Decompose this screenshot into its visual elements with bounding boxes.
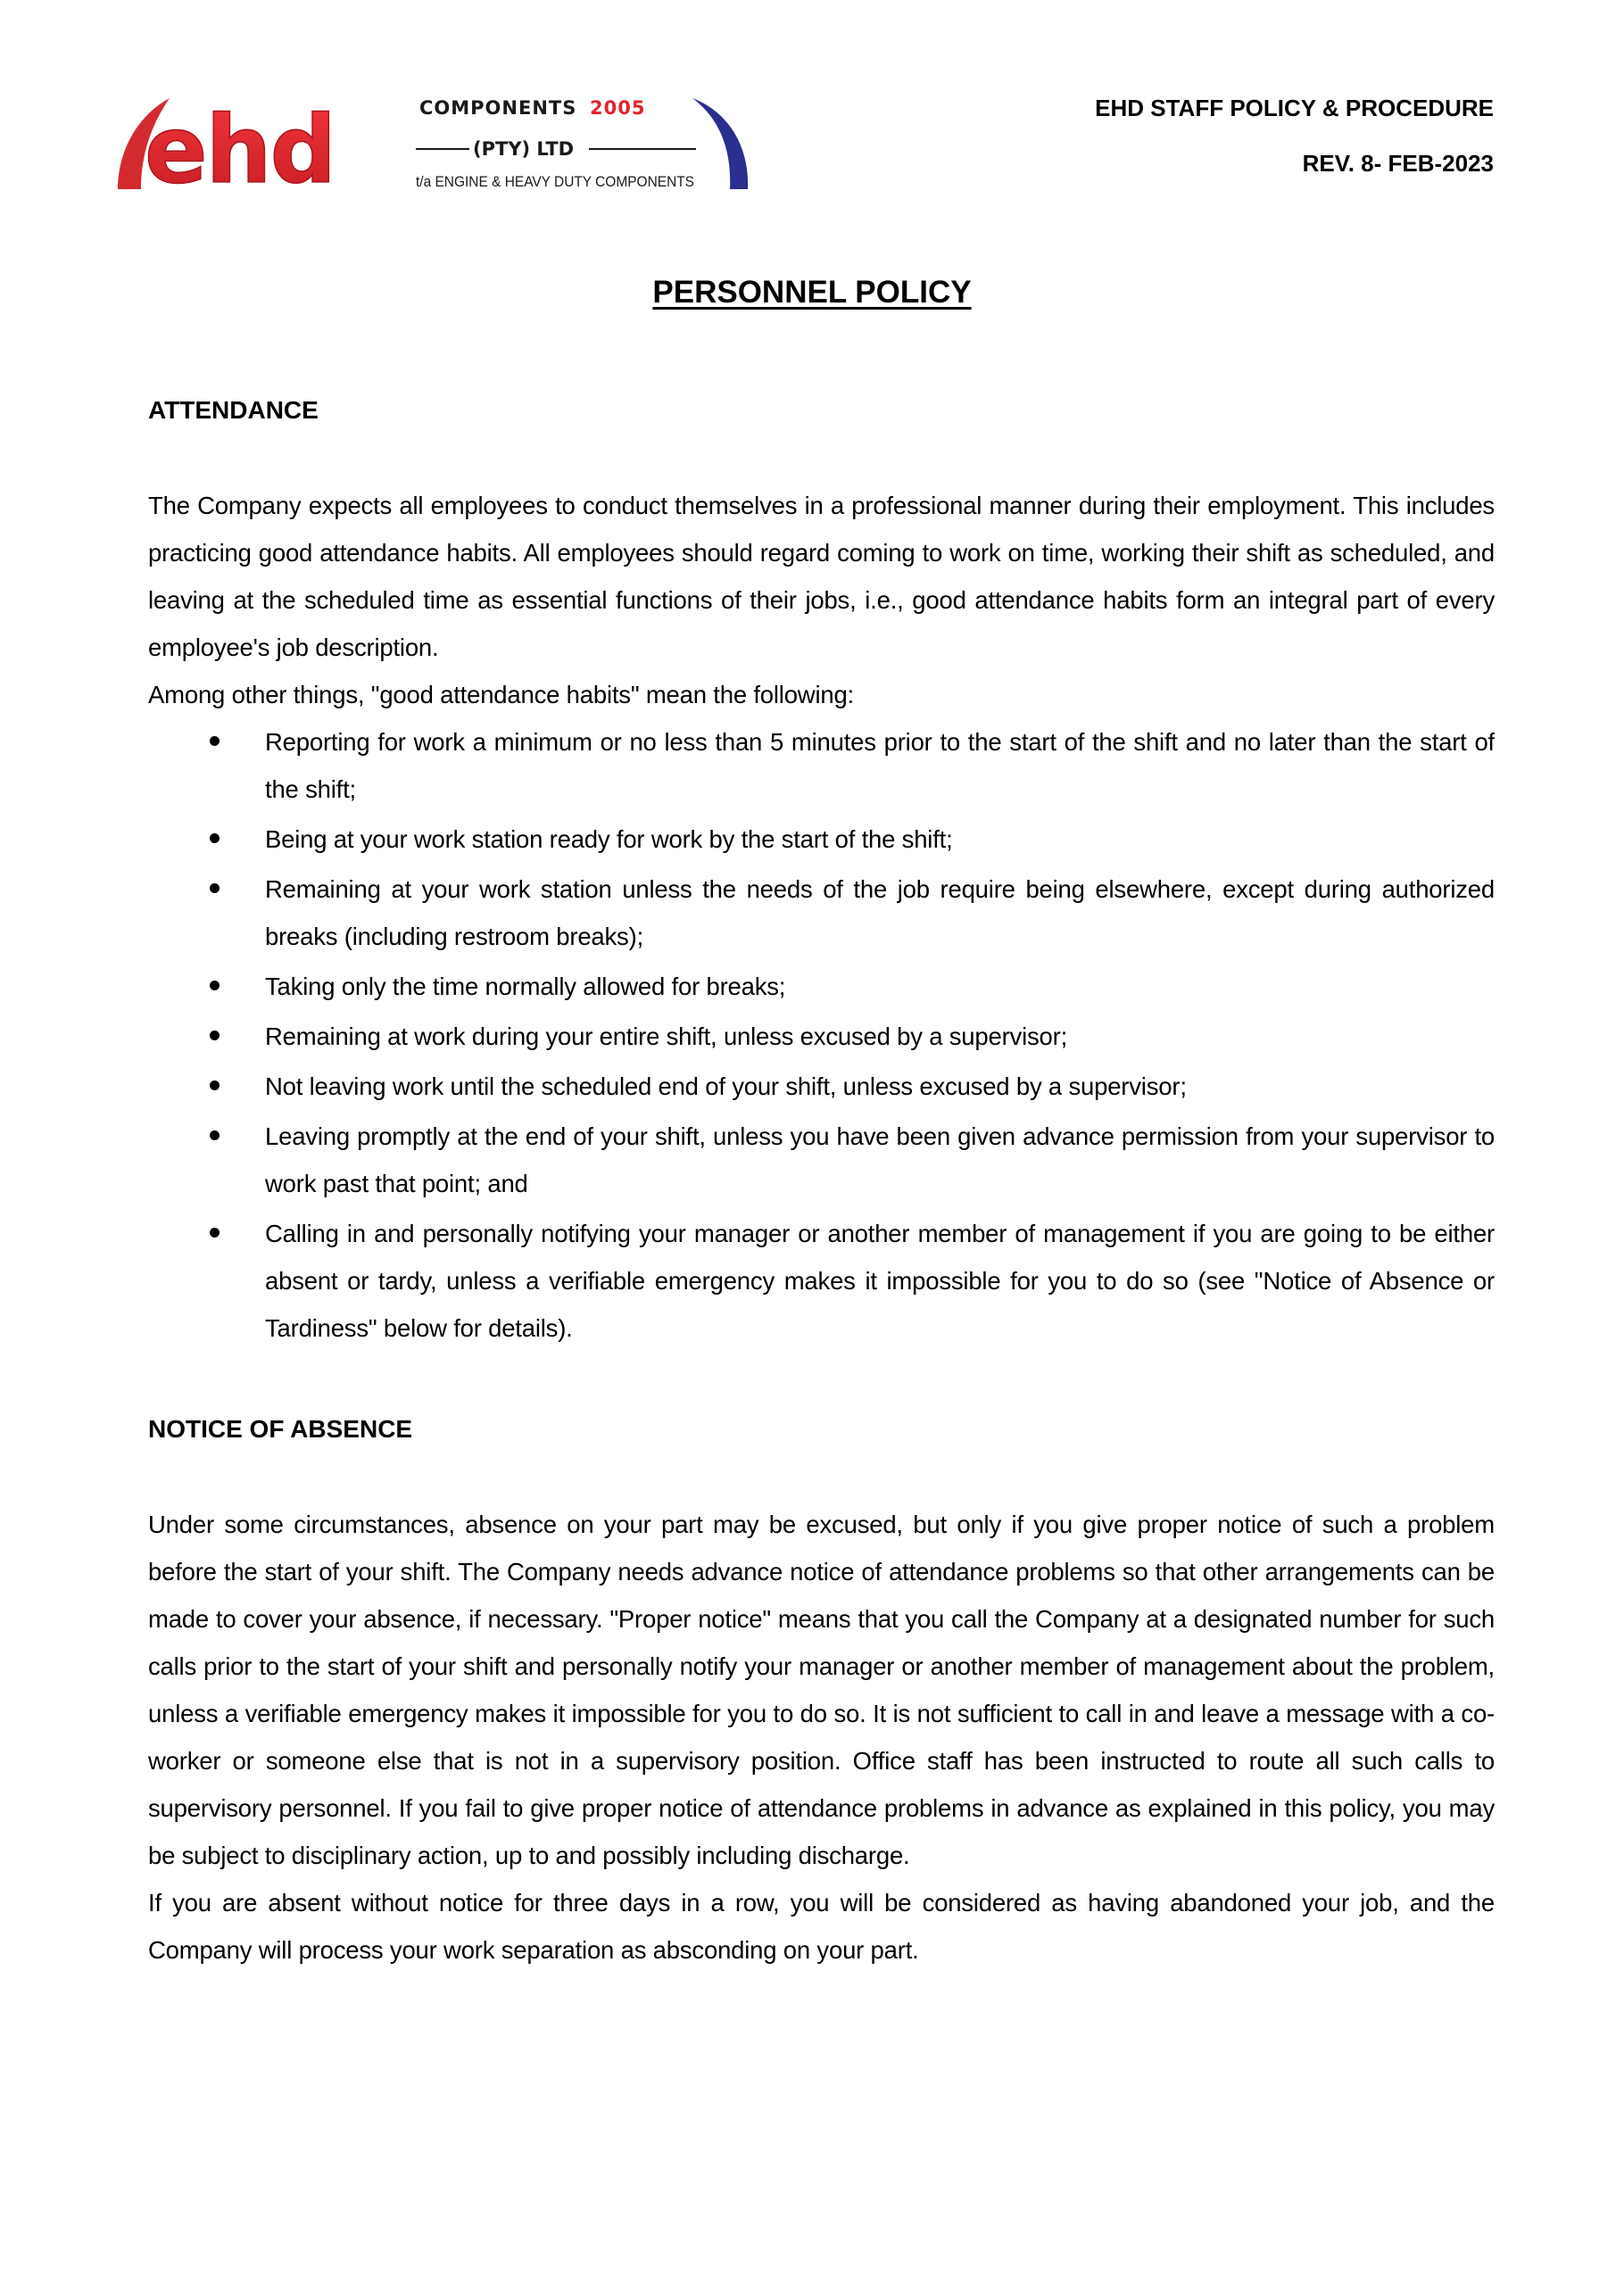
notice-paragraph: Under some circumstances, absence on your part may be excused, but only if you give proper notice of such a problem before the start of your shift. The Company needs advance notice of attendance problems so that other arrangements can be made to cover your absence, if necessary. "Proper notice" means that you call the Company at a designated number for such calls prior to the start of your shift and personally notify your manager or another member of management about the problem, unless a verifiable emergency makes it impossible for you to do so. It is not sufficient to call in and leave a message with a co-worker or someone else that is not in a supervisory position. Office staff has been instructed to route all such calls to supervisory personnel. If you fail to give proper notice of attendance problems in advance as explained in this policy, you may be subject to disciplinary action, up to and possibly including discharge. bbox=[148, 1511, 1495, 1869]
bullet-icon bbox=[210, 833, 220, 843]
section-heading: NOTICE OF ABSENCE bbox=[148, 1415, 413, 1443]
logo-company-text: COMPONENTS bbox=[419, 97, 577, 119]
attendance-bullet-list bbox=[148, 718, 1495, 1352]
section-attendance bbox=[148, 396, 1495, 425]
company-logo bbox=[114, 93, 757, 193]
list-item: Leaving promptly at the end of your shift, unless you have been given advance permission from your supervisor to work past that point; and bbox=[148, 1113, 1495, 1207]
list-item: Not leaving work until the scheduled end of your shift, unless excused by a supervisor; bbox=[148, 1063, 1495, 1110]
bullet-icon bbox=[210, 981, 220, 990]
logo-mark-text: ehd bbox=[145, 95, 336, 193]
list-item: Reporting for work a minimum or no less than 5 minutes prior to the start of the shift and no later than the start of the shift; bbox=[148, 718, 1495, 813]
revision-label: REV. 8- FEB-2023 bbox=[1302, 150, 1494, 177]
attendance-body bbox=[148, 482, 1495, 1354]
list-item: Being at your work station ready for work by the start of the shift; bbox=[148, 815, 1495, 863]
bullet-icon bbox=[210, 883, 220, 893]
section-notice-of-absence bbox=[148, 1415, 1495, 1444]
right-swoosh-icon bbox=[692, 98, 748, 189]
notice-closing: If you are absent without notice for three days in a row, you will be considered as having abandoned your job, and the Company will process your work separation as absconding on your part. bbox=[148, 1889, 1495, 1964]
list-item: Remaining at your work station unless the needs of the job require being elsewhere, except during authorized breaks (including restroom breaks); bbox=[148, 865, 1495, 960]
logo-pty-text: (PTY) LTD bbox=[473, 138, 575, 160]
bullet-icon bbox=[210, 736, 220, 746]
page-title: PERSONNEL POLICY bbox=[652, 275, 972, 310]
bullet-icon bbox=[210, 1228, 220, 1238]
bullet-icon bbox=[210, 1130, 220, 1140]
bullet-icon bbox=[210, 1080, 220, 1090]
list-item: Taking only the time normally allowed for breaks; bbox=[148, 963, 1495, 1010]
section-heading: ATTENDANCE bbox=[148, 396, 319, 424]
doc-label: EHD STAFF POLICY & PROCEDURE bbox=[1095, 95, 1494, 121]
list-item: Remaining at work during your entire shift, unless excused by a supervisor; bbox=[148, 1013, 1495, 1060]
notice-of-absence-body bbox=[148, 1501, 1495, 1974]
logo-tagline-text: t/a ENGINE & HEAVY DUTY COMPONENTS bbox=[416, 173, 694, 190]
bullet-icon bbox=[210, 1031, 220, 1040]
list-item: Calling in and personally notifying your manager or another member of management if you are going to be either absent or tardy, unless a verifiable emergency makes it impossible for you to do so (see "Notice of Absence or Tardiness" below for details). bbox=[148, 1210, 1495, 1352]
logo-year-text: 2005 bbox=[590, 97, 646, 119]
attendance-paragraph: The Company expects all employees to conduct themselves in a professional manner during their employment. This includes practicing good attendance habits. All employees should regard coming to work on time, working their shift as scheduled, and leaving at the scheduled time as essential functions of their jobs, i.e., good attendance habits form an integral part of every employee's job description. bbox=[148, 492, 1495, 661]
ehd-logo-graphic bbox=[114, 93, 757, 193]
document-header bbox=[1095, 96, 1494, 175]
attendance-intro: Among other things, "good attendance habits" mean the following: bbox=[148, 681, 854, 708]
